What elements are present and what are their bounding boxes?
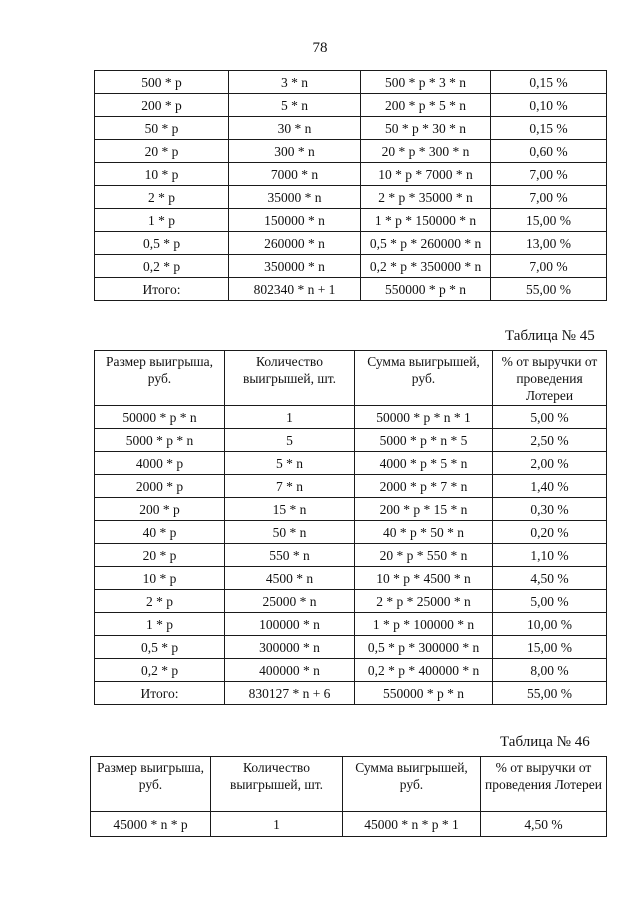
- column-header: Сумма выигрышей, руб.: [355, 351, 493, 406]
- table-45: [94, 350, 607, 705]
- table-cell: 550000 * p * n: [355, 682, 493, 705]
- table-cell: 0,60 %: [491, 140, 607, 163]
- table-cell: 10 * p: [95, 567, 225, 590]
- table-row: [95, 163, 607, 186]
- table-cell: 5: [225, 429, 355, 452]
- table-row: [95, 255, 607, 278]
- table-46: [90, 756, 607, 837]
- table-cell: 4000 * p * 5 * n: [355, 452, 493, 475]
- table-cell: 10,00 %: [493, 613, 607, 636]
- table-cell: 7000 * n: [229, 163, 361, 186]
- table-row: [95, 475, 607, 498]
- table-cell: 10 * p: [95, 163, 229, 186]
- table-cell: 260000 * n: [229, 232, 361, 255]
- table-cell: 550 * n: [225, 544, 355, 567]
- table-cell: 2000 * p * 7 * n: [355, 475, 493, 498]
- table-cell: 1 * p: [95, 613, 225, 636]
- column-header: % от выручки от проведения Лотереи: [481, 757, 607, 812]
- table-cell: 5000 * p * n: [95, 429, 225, 452]
- table-cell: 500 * p: [95, 71, 229, 94]
- table-cell: Итого:: [95, 278, 229, 301]
- table-cell: 550000 * p * n: [361, 278, 491, 301]
- table-cell: 10 * p * 7000 * n: [361, 163, 491, 186]
- table-cell: 5000 * p * n * 5: [355, 429, 493, 452]
- table-cell: 1,40 %: [493, 475, 607, 498]
- table-cell: 8,00 %: [493, 659, 607, 682]
- table-cell: 0,5 * p * 260000 * n: [361, 232, 491, 255]
- table-row: [95, 278, 607, 301]
- table-cell: 200 * p * 15 * n: [355, 498, 493, 521]
- table-row: [95, 452, 607, 475]
- table-cell: 40 * p * 50 * n: [355, 521, 493, 544]
- table-row: [95, 140, 607, 163]
- table-row: [95, 659, 607, 682]
- table-cell: 0,15 %: [491, 71, 607, 94]
- table-cell: 0,10 %: [491, 94, 607, 117]
- table-cell: 1: [225, 406, 355, 429]
- table-cell: 5 * n: [225, 452, 355, 475]
- table-cell: 55,00 %: [493, 682, 607, 705]
- table-row: [95, 567, 607, 590]
- table-cell: 1: [211, 812, 343, 837]
- table-cell: 25000 * n: [225, 590, 355, 613]
- table-row: [95, 406, 607, 429]
- table-cell: 100000 * n: [225, 613, 355, 636]
- table-45-caption: Таблица № 45: [505, 328, 595, 344]
- table-cell: 35000 * n: [229, 186, 361, 209]
- table-cell: 0,5 * p: [95, 636, 225, 659]
- table-cell: 300000 * n: [225, 636, 355, 659]
- table-row: [95, 544, 607, 567]
- table-cell: 15,00 %: [491, 209, 607, 232]
- table-cell: 50000 * p * n * 1: [355, 406, 493, 429]
- table-cell: 200 * p: [95, 498, 225, 521]
- table-row: [95, 209, 607, 232]
- table-cell: 2,50 %: [493, 429, 607, 452]
- table-cell: 1 * p * 100000 * n: [355, 613, 493, 636]
- table-cell: 20 * p: [95, 544, 225, 567]
- table-cell: 4,50 %: [481, 812, 607, 837]
- table-cell: 4500 * n: [225, 567, 355, 590]
- table-cell: 3 * n: [229, 71, 361, 94]
- table-cell: 2 * p: [95, 186, 229, 209]
- table-cell: 350000 * n: [229, 255, 361, 278]
- table-cell: 50 * n: [225, 521, 355, 544]
- table-cell: 0,2 * p * 400000 * n: [355, 659, 493, 682]
- table-cell: 5 * n: [229, 94, 361, 117]
- table-cell: 2 * p: [95, 590, 225, 613]
- table-header-row: [95, 351, 607, 406]
- table-row: [95, 636, 607, 659]
- table-cell: 5,00 %: [493, 406, 607, 429]
- column-header: Сумма выигрышей, руб.: [343, 757, 481, 812]
- table-cell: 15,00 %: [493, 636, 607, 659]
- table-row: [95, 613, 607, 636]
- table-cell: 5,00 %: [493, 590, 607, 613]
- table-cell: 50000 * p * n: [95, 406, 225, 429]
- table-cell: 150000 * n: [229, 209, 361, 232]
- table-cell: 7,00 %: [491, 163, 607, 186]
- table-row: [95, 590, 607, 613]
- table-row: [95, 498, 607, 521]
- table-cell: 20 * p * 550 * n: [355, 544, 493, 567]
- table-46-caption: Таблица № 46: [500, 734, 590, 750]
- table-cell: 0,2 * p: [95, 255, 229, 278]
- table-cell: 45000 * n * p * 1: [343, 812, 481, 837]
- table-header-row: [91, 757, 607, 812]
- table-cell: 45000 * n * p: [91, 812, 211, 837]
- table-cell: 200 * p * 5 * n: [361, 94, 491, 117]
- column-header: Размер выигрыша, руб.: [91, 757, 211, 812]
- table-cell: 0,15 %: [491, 117, 607, 140]
- table-cell: 7 * n: [225, 475, 355, 498]
- table-44-continuation: [94, 70, 607, 301]
- table-cell: 0,2 * p: [95, 659, 225, 682]
- table-cell: 830127 * n + 6: [225, 682, 355, 705]
- table-row: [95, 429, 607, 452]
- column-header: Количество выигрышей, шт.: [211, 757, 343, 812]
- table-cell: 0,5 * p: [95, 232, 229, 255]
- table-cell: 50 * p: [95, 117, 229, 140]
- table-cell: 50 * p * 30 * n: [361, 117, 491, 140]
- table-cell: 1 * p * 150000 * n: [361, 209, 491, 232]
- table-cell: 4000 * p: [95, 452, 225, 475]
- table-cell: 0,2 * p * 350000 * n: [361, 255, 491, 278]
- table-cell: 13,00 %: [491, 232, 607, 255]
- table-cell: 20 * p: [95, 140, 229, 163]
- table-cell: 55,00 %: [491, 278, 607, 301]
- table-cell: 20 * p * 300 * n: [361, 140, 491, 163]
- table-cell: 1,10 %: [493, 544, 607, 567]
- table-row: [91, 812, 607, 837]
- table-row: [95, 682, 607, 705]
- table-cell: 2 * p * 35000 * n: [361, 186, 491, 209]
- table-cell: 7,00 %: [491, 186, 607, 209]
- column-header: Размер выигрыша, руб.: [95, 351, 225, 406]
- table-cell: 7,00 %: [491, 255, 607, 278]
- table-row: [95, 232, 607, 255]
- table-row: [95, 521, 607, 544]
- table-cell: 1 * p: [95, 209, 229, 232]
- table-cell: 40 * p: [95, 521, 225, 544]
- table-row: [95, 94, 607, 117]
- table-row: [95, 186, 607, 209]
- table-row: [95, 117, 607, 140]
- table-cell: 300 * n: [229, 140, 361, 163]
- table-cell: 4,50 %: [493, 567, 607, 590]
- table-row: [95, 71, 607, 94]
- table-cell: 0,5 * p * 300000 * n: [355, 636, 493, 659]
- table-cell: 802340 * n + 1: [229, 278, 361, 301]
- table-cell: 0,20 %: [493, 521, 607, 544]
- page-number: 78: [312, 40, 328, 56]
- column-header: Количество выигрышей, шт.: [225, 351, 355, 406]
- table-cell: 400000 * n: [225, 659, 355, 682]
- table-cell: 2000 * p: [95, 475, 225, 498]
- table-cell: 30 * n: [229, 117, 361, 140]
- table-cell: Итого:: [95, 682, 225, 705]
- column-header: % от выручки от проведения Лотереи: [493, 351, 607, 406]
- table-cell: 500 * p * 3 * n: [361, 71, 491, 94]
- table-cell: 15 * n: [225, 498, 355, 521]
- table-cell: 0,30 %: [493, 498, 607, 521]
- table-cell: 200 * p: [95, 94, 229, 117]
- table-cell: 2 * p * 25000 * n: [355, 590, 493, 613]
- table-cell: 10 * p * 4500 * n: [355, 567, 493, 590]
- table-cell: 2,00 %: [493, 452, 607, 475]
